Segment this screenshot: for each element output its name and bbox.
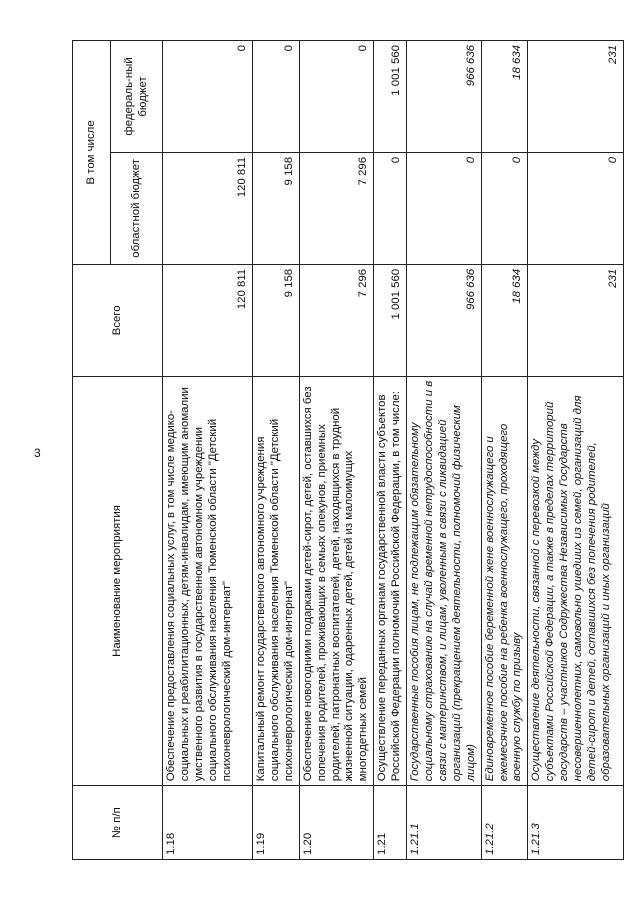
page-number: 3: [34, 446, 41, 460]
row-regional: 120 811: [163, 152, 253, 264]
budget-table: [72, 40, 624, 860]
row-federal: 0: [253, 41, 300, 153]
row-name: Осуществление деятельности, связанной с перевозкой между субъектами Российской Федерации, а также в пределах территорий государств – участников Содружества Независимых Государств несовершеннолетних, самовольно ушедших из семей, организаций для детей-сирот и детей, оставшихся без попечения родителей, образовательных организаций и иных организаций: [528, 376, 624, 786]
table-row: [481, 41, 528, 860]
row-federal: 1 001 560: [374, 41, 407, 153]
row-name: Обеспечение предоставления социальных услуг, в том числе медико-социальных и реабилитационных, детям-инвалидам, имеющим аномалии умственного развития в государственном автономном учреждении социального обслуживания населения Тюменской области "Детский психоневрологический дом-интернат": [163, 376, 253, 786]
row-regional: 0: [374, 152, 407, 264]
header-including: В том числе: [73, 41, 111, 265]
row-total: 120 811: [163, 264, 253, 376]
row-number: 1.18: [163, 786, 253, 860]
row-total: 1 001 560: [374, 264, 407, 376]
header-name: Наименование мероприятия: [73, 376, 163, 786]
row-name: Государственные пособия лицам, не подлежащим обязательному социальному страхованию на случай временной нетрудоспособности и в связи с материнством, и лицам, уволенным в связи с ликвидацией организаций (прекращением деятельности, полномочий физическим лицом): [407, 376, 482, 786]
row-name: Единовременное пособие беременной жене военнослужащего и ежемесячное пособие на ребенка военнослужащего, проходящего военную службу по призыву: [481, 376, 528, 786]
row-regional: 0: [407, 152, 482, 264]
row-number: 1.19: [253, 786, 300, 860]
table-row: [528, 41, 624, 860]
row-regional: 7 296: [299, 152, 374, 264]
row-number: 1.21: [374, 786, 407, 860]
row-total: 966 636: [407, 264, 482, 376]
row-number: 1.21.1: [407, 786, 482, 860]
table-row: [299, 41, 374, 860]
row-federal: 966 636: [407, 41, 482, 153]
row-number: 1.21.3: [528, 786, 624, 860]
row-federal: 18 634: [481, 41, 528, 153]
row-name: Осуществление переданных органам государственной власти субъектов Российской Федерации полномочий Российской Федерации, в том числе:: [374, 376, 407, 786]
row-number: 1.20: [299, 786, 374, 860]
header-federal: федераль-ный бюджет: [111, 41, 163, 153]
row-name: Обеспечение новогодними подарками детей-сирот, детей, оставшихся без попечения родителей, проживающих в семьях опекунов, приемных родителей, патронатных воспитателей, детей, находящихся в трудной жизненной ситуации, одаренных детей, детей из малоимущих многодетных семей: [299, 376, 374, 786]
row-total: 7 296: [299, 264, 374, 376]
row-federal: 0: [163, 41, 253, 153]
rotated-table-wrapper: [72, 40, 620, 860]
table-row: [407, 41, 482, 860]
row-name: Капитальный ремонт государственного автономного учреждения социального обслуживания населения Тюменской области "Детский психоневрологический дом-интернат": [253, 376, 300, 786]
row-number: 1.21.2: [481, 786, 528, 860]
row-total: 18 634: [481, 264, 528, 376]
row-regional: 9 158: [253, 152, 300, 264]
header-num: № п/п: [73, 786, 163, 860]
row-federal: 0: [299, 41, 374, 153]
row-total: 9 158: [253, 264, 300, 376]
header-total: Всего: [73, 264, 163, 376]
row-regional: 0: [528, 152, 624, 264]
table-row: [374, 41, 407, 860]
row-federal: 231: [528, 41, 624, 153]
row-total: 231: [528, 264, 624, 376]
table-row: [163, 41, 253, 860]
header-regional: областной бюджет: [111, 152, 163, 264]
table-row: [253, 41, 300, 860]
row-regional: 0: [481, 152, 528, 264]
